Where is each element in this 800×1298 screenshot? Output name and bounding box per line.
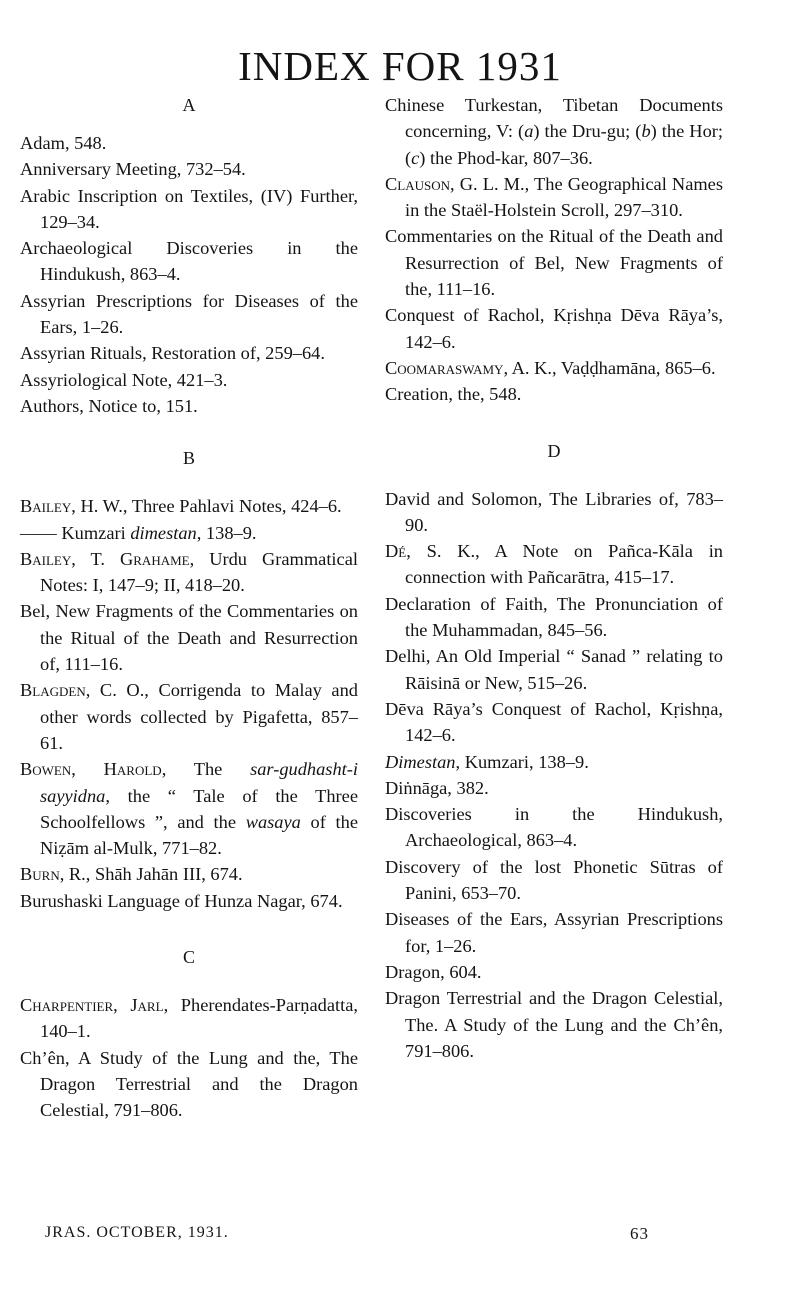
index-entry: David and Solomon, The Libraries of, 783–90. (385, 488, 723, 535)
entry-text: , G. L. M., The Geographical Names in the Staël-Holstein Scroll, 297–310. (405, 173, 723, 221)
index-entry: Bel, New Fragments of the Commentaries on the Ritual of the Death and Resurrection of, 111–16. (20, 601, 358, 675)
index-entry (20, 861, 358, 887)
entry-italic: wasaya (245, 811, 301, 832)
section-letter-b: B (182, 448, 195, 469)
author-name: Grahame (119, 548, 190, 569)
entry-text: ) the Phod-kar, 807–36. (419, 147, 593, 168)
entry-italic: a (524, 121, 534, 142)
entry-text: , C. O., Corrigenda to Malay and other words collected by Pigafetta, 857–61. (40, 680, 358, 753)
entry-italic: c (411, 147, 420, 168)
entry-text: ) the Hor; ( (405, 121, 724, 168)
index-entry: Dragon Terrestrial and the Dragon Celestial, The. A Study of the Lung and the Ch’ên, 791–806. (385, 988, 723, 1061)
entry-text: —— Kumzari (20, 522, 131, 543)
index-entry: Discoveries in the Hindukush, Archaeological, 863–4. (385, 804, 723, 851)
entry-italic: dimestan (130, 522, 197, 543)
entry-italic: b (641, 121, 651, 142)
index-entry: Adam, 548. (20, 133, 107, 153)
index-entry (385, 355, 723, 381)
entry-text: , Urdu Grammatical Notes: I, 147–9; II, 418–20. (40, 548, 358, 596)
index-entry: Creation, the, 548. (385, 384, 522, 405)
left-column (20, 92, 358, 1124)
author-name: Bailey (20, 548, 72, 569)
index-entry: Arabic Inscription on Textiles, (IV) Further, 129–34. (20, 185, 358, 232)
page-title: INDEX FOR 1931 (238, 43, 562, 89)
author-name: Clauson (385, 173, 450, 194)
entry-text: , A. K., Vaḍḍhamāna, 865–6. (503, 357, 716, 378)
author-name: Charpentier (20, 995, 114, 1016)
section-letter-a: A (182, 95, 196, 115)
entry-text: , H. W., Three Pahlavi Notes, 424–6. (71, 496, 342, 517)
index-entry: Authors, Notice to, 151. (20, 395, 198, 416)
index-entry: Dragon, 604. (385, 961, 482, 982)
section-letter-d: D (547, 440, 561, 461)
author-name: Dé (385, 541, 407, 562)
entry-italic: sar-gudhasht-i sayyidna (40, 759, 358, 806)
page-number: 63 (630, 1224, 649, 1243)
index-entry: Discovery of the lost Phonetic Sūtras of Panini, 653–70. (385, 856, 723, 904)
author-name: Blagden (20, 680, 86, 701)
author-name: Bailey (20, 496, 72, 517)
index-entry: Burushaski Language of Hunza Nagar, 674. (20, 890, 343, 911)
author-name: Burn (20, 864, 60, 885)
index-entry: Assyrian Rituals, Restoration of, 259–64. (20, 343, 325, 364)
entry-italic: Dimestan (385, 751, 456, 772)
entry-text: , The (161, 759, 251, 780)
index-entry (385, 749, 723, 775)
index-entry: Anniversary Meeting, 732–54. (20, 159, 246, 180)
entry-text: , (71, 759, 104, 780)
author-name: Coomaraswamy (385, 357, 504, 378)
author-name: Bowen (20, 759, 72, 780)
index-entry: Archaeological Discoveries in the Hindukush, 863–4. (20, 238, 358, 285)
index-entry: Delhi, An Old Imperial “ Sanad ” relating to Rāisinā or New, 515–26. (385, 646, 723, 693)
index-entry: Assyriological Note, 421–3. (20, 369, 228, 390)
index-entry (20, 992, 358, 1045)
index-entry (20, 677, 358, 756)
index-entry: Commentaries on the Ritual of the Death and Resurrection of Bel, New Fragments of the, 111–16. (385, 226, 723, 300)
section-letter-c: C (182, 947, 195, 968)
index-entry (385, 538, 723, 591)
entry-text: of the Niẓām al-Mulk, 771–82. (40, 811, 358, 859)
index-entry (385, 171, 723, 224)
index-entry: Conquest of Rachol, Kṛishṇa Dēva Rāya’s, 142–6. (385, 305, 723, 352)
index-entry (20, 546, 358, 599)
entry-text: , 138–9. (196, 522, 257, 543)
entry-text: , Kumzari, 138–9. (455, 751, 589, 772)
entry-text: , R., Shāh Jahān III, 674. (59, 864, 243, 885)
index-entry: Diṅnāga, 382. (385, 777, 489, 798)
right-column (385, 92, 723, 1064)
index-entry: Assyrian Prescriptions for Diseases of the Ears, 1–26. (20, 290, 358, 338)
entry-text: , Pherendates-Parṇadatta, 140–1. (40, 995, 358, 1042)
index-entry (20, 756, 358, 861)
index-entry (20, 520, 358, 546)
author-name: Jarl (130, 995, 164, 1016)
entry-text: ) the Dru-gu; ( (533, 121, 642, 142)
author-name: Harold (103, 759, 162, 780)
index-entry: Diseases of the Ears, Assyrian Prescriptions for, 1–26. (385, 909, 723, 956)
index-entry (20, 493, 358, 519)
entry-text: Chinese Turkestan, Tibetan Documents concerning, V: ( (385, 95, 723, 142)
index-entry: Declaration of Faith, The Pronunciation of the Muhammadan, 845–56. (385, 593, 723, 641)
entry-text: , (113, 995, 131, 1016)
index-entry: Ch’ên, A Study of the Lung and the, The Dragon Terrestrial and the Dragon Celestial, 791–806. (20, 1047, 358, 1121)
entry-text: , T. (71, 548, 120, 569)
index-entry: Dēva Rāya’s Conquest of Rachol, Kṛishṇa, 142–6. (385, 698, 723, 746)
entry-text: , the “ Tale of the Three Schoolfellows ”, and the (40, 785, 358, 832)
index-entry (385, 92, 723, 171)
journal-footer: JRAS. OCTOBER, 1931. (45, 1224, 229, 1241)
entry-text: , S. K., A Note on Pañca-Kāla in connection with Pañcarātra, 415–17. (405, 541, 723, 588)
